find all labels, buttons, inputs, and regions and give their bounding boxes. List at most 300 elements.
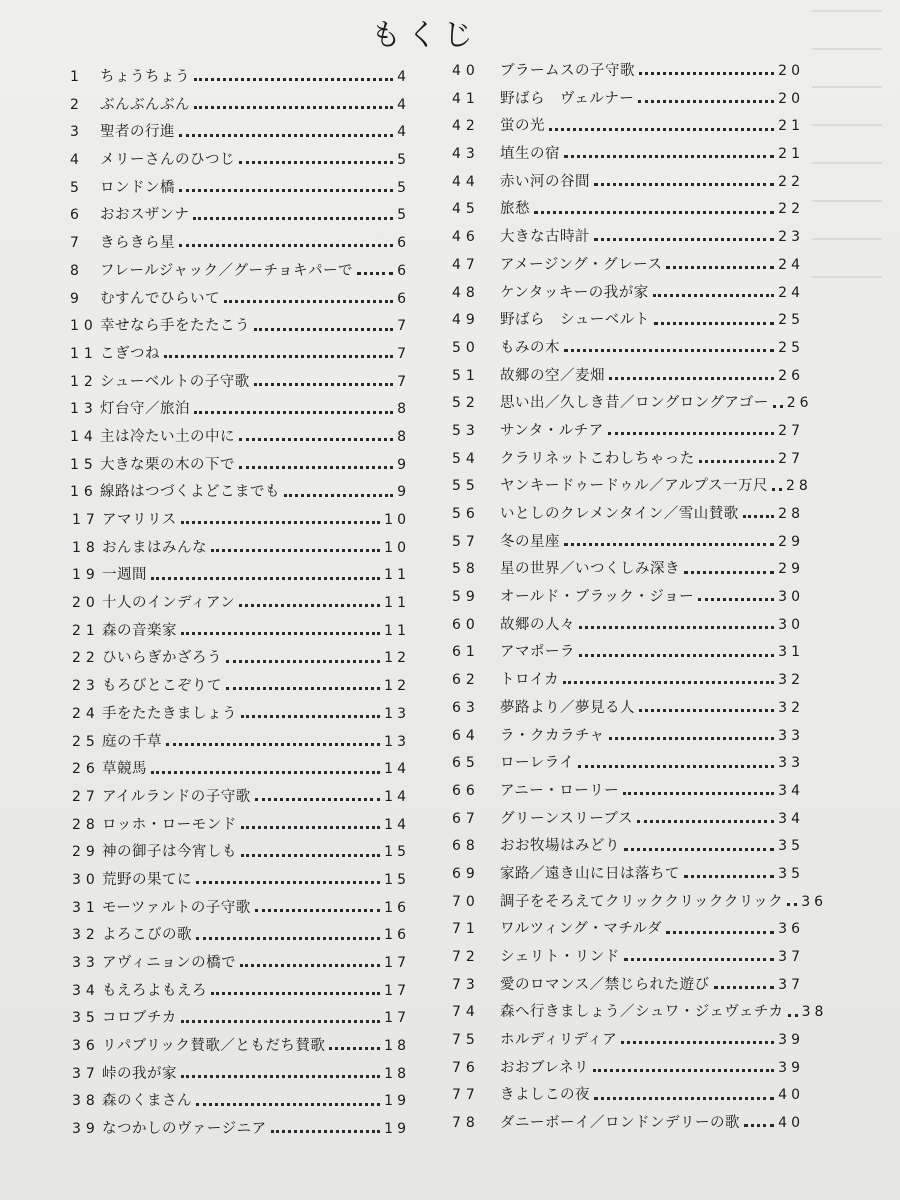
- dot-leader: [226, 660, 380, 663]
- entry-page-number: 37: [778, 976, 804, 993]
- entry-number: 18: [72, 539, 100, 556]
- entry-page-number: 12: [384, 678, 410, 695]
- toc-entry: [452, 418, 804, 446]
- entry-number: 59: [452, 589, 480, 606]
- toc-entry: [70, 286, 410, 314]
- dot-leader: [194, 411, 393, 414]
- entry-title: 赤い河の谷間: [500, 173, 590, 190]
- entry-title: ロンドン橋: [100, 179, 175, 196]
- dot-leader: [534, 211, 774, 214]
- entry-title: 蛍の光: [500, 118, 545, 135]
- entry-page-number: 17: [384, 982, 410, 999]
- dot-leader: [564, 349, 774, 352]
- entry-number: 74: [452, 1004, 480, 1021]
- entry-title: 調子をそろえてクリッククリッククリック: [500, 893, 784, 910]
- entry-page-number: 34: [778, 810, 804, 827]
- entry-title: 手をたたきましょう: [102, 705, 237, 722]
- entry-title: メリーさんのひつじ: [100, 152, 235, 169]
- dot-leader: [578, 765, 774, 768]
- entry-title: 聖者の行進: [100, 124, 175, 141]
- entry-number: 30: [72, 871, 100, 888]
- entry-page-number: 24: [778, 256, 804, 273]
- entry-title: ぶんぶんぶん: [100, 96, 190, 113]
- entry-number: 75: [452, 1032, 480, 1049]
- entry-title: こぎつね: [100, 345, 160, 362]
- entry-title: ホルディリディア: [500, 1032, 618, 1049]
- entry-number: 72: [452, 949, 480, 965]
- entry-page-number: 7: [397, 373, 410, 390]
- entry-page-number: 18: [384, 1038, 410, 1055]
- entry-title: もえろよもえろ: [102, 982, 207, 999]
- dot-leader: [653, 294, 774, 297]
- dot-leader: [179, 189, 393, 192]
- toc-entry: [70, 922, 410, 950]
- entry-page-number: 32: [778, 699, 804, 716]
- dot-leader: [698, 598, 774, 601]
- toc-entry: [452, 1027, 804, 1055]
- dot-leader: [772, 488, 782, 491]
- toc-entry: [452, 141, 804, 169]
- entry-number: 24: [72, 705, 100, 722]
- entry-title: 森へ行きましょう／シュワ・ジェヴェチカ: [500, 1004, 784, 1021]
- toc-entry: [452, 778, 804, 806]
- entry-number: 63: [452, 699, 480, 716]
- entry-number: 1: [70, 69, 84, 85]
- entry-number: 21: [72, 622, 100, 639]
- entry-number: 45: [452, 201, 480, 218]
- toc-entry: [70, 369, 410, 397]
- entry-title: もみの木: [500, 339, 560, 356]
- toc-entry: [452, 363, 804, 391]
- entry-title: アイルランドの子守歌: [102, 788, 251, 805]
- entry-page-number: 8: [397, 401, 410, 418]
- dot-leader: [666, 931, 774, 934]
- toc-entry: [452, 833, 804, 861]
- dot-leader: [211, 549, 380, 552]
- dot-leader: [623, 792, 774, 795]
- entry-page-number: 6: [397, 235, 410, 252]
- entry-number: 14: [70, 428, 98, 445]
- dot-leader: [699, 460, 774, 463]
- entry-number: 12: [70, 373, 98, 390]
- entry-title: おんまはみんな: [102, 539, 207, 556]
- toc-entry: [70, 895, 410, 923]
- dot-leader: [563, 681, 774, 684]
- entry-title: 故郷の人々: [500, 616, 575, 633]
- toc-entry: [70, 202, 410, 230]
- entry-number: 41: [452, 90, 480, 107]
- entry-page-number: 40: [778, 1087, 804, 1104]
- entry-number: 28: [72, 816, 100, 833]
- entry-number: 17: [72, 512, 100, 528]
- entry-number: 40: [452, 63, 480, 79]
- entry-number: 64: [452, 727, 480, 744]
- toc-entry: [70, 147, 410, 175]
- entry-number: 19: [72, 567, 100, 584]
- entry-page-number: 17: [384, 1010, 410, 1027]
- entry-page-number: 4: [397, 69, 410, 85]
- entry-title: 庭の千草: [102, 733, 162, 750]
- entry-title: アメージング・グレース: [500, 256, 663, 273]
- entry-number: 36: [72, 1038, 100, 1055]
- entry-title: ひいらぎかざろう: [102, 650, 222, 667]
- toc-entry: [70, 1033, 410, 1061]
- dot-leader: [196, 1103, 380, 1106]
- toc-entry: [70, 535, 410, 563]
- toc-right-column: [452, 58, 828, 1138]
- entry-page-number: 25: [778, 339, 804, 356]
- toc-entry: [452, 501, 804, 529]
- toc-entry: [452, 861, 804, 889]
- entry-page-number: 21: [778, 146, 804, 163]
- entry-number: 10: [70, 318, 98, 335]
- toc-entry: [452, 806, 804, 834]
- entry-title: 草競馬: [102, 761, 147, 778]
- entry-page-number: 27: [778, 450, 804, 467]
- entry-number: 6: [70, 207, 84, 224]
- entry-title: シェリト・リンド: [500, 949, 620, 965]
- dot-leader: [609, 737, 775, 740]
- entry-page-number: 19: [384, 1121, 410, 1138]
- page-title: もくじ: [371, 18, 479, 53]
- entry-title: おおスザンナ: [100, 207, 190, 224]
- entry-number: 56: [452, 506, 480, 522]
- toc-entry: [70, 867, 410, 895]
- dot-leader: [179, 134, 393, 137]
- entry-title: 野ばら シューベルト: [500, 312, 650, 329]
- entry-title: 愛のロマンス／禁じられた遊び: [500, 976, 710, 993]
- entry-number: 9: [70, 290, 84, 307]
- entry-page-number: 14: [384, 761, 410, 778]
- entry-page-number: 32: [778, 672, 804, 689]
- entry-page-number: 20: [778, 63, 804, 79]
- entry-page-number: 17: [384, 955, 410, 971]
- dot-leader: [637, 820, 774, 823]
- entry-page-number: 7: [397, 318, 410, 335]
- toc-entry: [70, 1088, 410, 1116]
- dot-leader: [639, 72, 774, 75]
- entry-title: おお牧場はみどり: [500, 838, 620, 855]
- toc-entry: [70, 590, 410, 618]
- entry-title: ヤンキードゥードゥル／アルプス一万尺: [500, 478, 768, 495]
- entry-number: 7: [70, 235, 84, 252]
- entry-page-number: 13: [384, 733, 410, 750]
- entry-number: 8: [70, 262, 84, 279]
- dot-leader: [181, 521, 380, 524]
- toc-entry: [452, 390, 813, 418]
- entry-page-number: 15: [384, 871, 410, 888]
- entry-title: 峠の我が家: [102, 1065, 177, 1082]
- toc-entry: [70, 1061, 410, 1089]
- entry-number: 22: [72, 650, 100, 667]
- entry-number: 51: [452, 367, 480, 384]
- toc-entry: [70, 230, 410, 258]
- dot-leader: [639, 709, 774, 712]
- toc-entry: [70, 618, 410, 646]
- entry-number: 50: [452, 339, 480, 356]
- entry-page-number: 25: [778, 312, 804, 329]
- toc-entry: [70, 341, 410, 369]
- entry-page-number: 4: [397, 124, 410, 141]
- entry-page-number: 33: [778, 727, 804, 744]
- toc-entry: [452, 639, 804, 667]
- entry-page-number: 16: [384, 927, 410, 944]
- entry-page-number: 28: [778, 506, 804, 522]
- toc-entry: [452, 252, 804, 280]
- toc-entry: [452, 584, 804, 612]
- entry-number: 31: [72, 899, 100, 916]
- entry-title: ワルツィング・マチルダ: [500, 921, 663, 938]
- entry-page-number: 11: [384, 567, 410, 584]
- entry-page-number: 15: [384, 844, 410, 861]
- toc-entry: [452, 446, 804, 474]
- entry-title: 神の御子は今宵しも: [102, 844, 237, 861]
- entry-page-number: 38: [801, 1004, 828, 1021]
- toc-entry: [70, 812, 410, 840]
- entry-number: 60: [452, 616, 480, 633]
- entry-title: きよしこの夜: [500, 1087, 590, 1104]
- entry-title: ロッホ・ローモンド: [102, 816, 237, 833]
- entry-page-number: 34: [778, 782, 804, 799]
- entry-title: 思い出／久しき昔／ロングロングアゴー: [500, 395, 769, 412]
- dot-leader: [624, 848, 774, 851]
- entry-page-number: 16: [384, 899, 410, 916]
- entry-title: 荒野の果てに: [102, 871, 192, 888]
- entry-title: なつかしのヴァージニア: [102, 1121, 267, 1138]
- entry-title: シューベルトの子守歌: [100, 373, 250, 390]
- entry-page-number: 30: [778, 616, 804, 633]
- entry-page-number: 18: [384, 1065, 410, 1082]
- toc-entry: [70, 756, 410, 784]
- toc-entry: [70, 950, 410, 978]
- dot-leader: [684, 571, 774, 574]
- entry-number: 52: [452, 395, 480, 412]
- entry-title: 野ばら ヴェルナー: [500, 90, 635, 107]
- entry-page-number: 28: [785, 478, 812, 495]
- toc-entry: [70, 452, 410, 480]
- toc-entry: [452, 169, 804, 197]
- dot-leader: [254, 328, 393, 331]
- dot-leader: [164, 355, 393, 358]
- toc-entry: [452, 944, 804, 972]
- entry-title: 冬の星座: [500, 533, 560, 550]
- toc-entry: [70, 562, 410, 590]
- entry-title: クラリネットこわしちゃった: [500, 450, 695, 467]
- entry-title: よろこびの歌: [102, 927, 192, 944]
- entry-number: 15: [70, 456, 98, 473]
- entry-page-number: 11: [384, 622, 410, 639]
- dot-leader: [194, 78, 393, 81]
- entry-number: 65: [452, 755, 480, 772]
- toc-entry: [70, 1116, 410, 1144]
- entry-title: きらきら星: [100, 235, 175, 252]
- entry-number: 35: [72, 1010, 100, 1027]
- dot-leader: [638, 100, 774, 103]
- dot-leader: [654, 322, 774, 325]
- entry-page-number: 30: [778, 589, 804, 606]
- entry-page-number: 36: [778, 921, 804, 938]
- toc-entry: [70, 258, 410, 286]
- entry-number: 20: [72, 595, 100, 612]
- entry-page-number: 24: [778, 284, 804, 301]
- toc-entry: [70, 64, 410, 92]
- entry-title: 森の音楽家: [102, 622, 177, 639]
- entry-page-number: 39: [778, 1059, 804, 1076]
- dot-leader: [357, 272, 393, 275]
- entry-title: アマリリス: [102, 512, 177, 528]
- dot-leader: [239, 438, 393, 441]
- entry-number: 13: [70, 401, 98, 418]
- dot-leader: [594, 238, 774, 241]
- entry-number: 71: [452, 921, 480, 938]
- entry-page-number: 39: [778, 1032, 804, 1049]
- toc-entry: [452, 612, 804, 640]
- entry-number: 11: [70, 345, 98, 362]
- dot-leader: [608, 432, 774, 435]
- dot-leader: [239, 604, 380, 607]
- entry-page-number: 10: [384, 539, 410, 556]
- toc-entry: [452, 473, 812, 501]
- entry-title: モーツァルトの子守歌: [102, 899, 251, 916]
- entry-page-number: 29: [778, 561, 804, 578]
- dot-leader: [196, 937, 380, 940]
- entry-number: 61: [452, 644, 480, 661]
- entry-title: 埴生の宿: [500, 146, 560, 163]
- dot-leader: [240, 964, 380, 967]
- entry-page-number: 4: [397, 96, 410, 113]
- toc-entry: [70, 729, 410, 757]
- entry-number: 39: [72, 1121, 100, 1138]
- entry-title: ラ・クカラチャ: [500, 727, 605, 744]
- entry-number: 68: [452, 838, 480, 855]
- entry-number: 53: [452, 422, 480, 439]
- dot-leader: [239, 161, 393, 164]
- dot-leader: [255, 909, 380, 912]
- entry-title: リパブリック賛歌／ともだち賛歌: [102, 1038, 326, 1055]
- entry-page-number: 5: [397, 207, 410, 224]
- entry-number: 44: [452, 173, 480, 190]
- entry-number: 16: [70, 484, 98, 501]
- dot-leader: [579, 626, 774, 629]
- entry-number: 5: [70, 179, 84, 196]
- entry-title: 灯台守／旅泊: [100, 401, 190, 418]
- entry-number: 26: [72, 761, 100, 778]
- entry-number: 58: [452, 561, 480, 578]
- entry-number: 46: [452, 229, 480, 246]
- toc-entry: [452, 556, 804, 584]
- entry-title: むすんでひらいて: [100, 290, 220, 307]
- entry-page-number: 14: [384, 788, 410, 805]
- toc-entry: [70, 507, 410, 535]
- toc-entry: [452, 750, 804, 778]
- entry-page-number: 6: [397, 290, 410, 307]
- dot-leader: [224, 300, 393, 303]
- entry-page-number: 6: [397, 262, 410, 279]
- entry-title: ローレライ: [500, 755, 575, 772]
- entry-page-number: 10: [384, 512, 410, 528]
- dot-leader: [226, 687, 380, 690]
- dot-leader: [609, 377, 774, 380]
- entry-page-number: 8: [397, 428, 410, 445]
- toc-entry: [452, 86, 804, 114]
- entry-title: 大きな古時計: [500, 229, 590, 246]
- toc-entry: [452, 1082, 804, 1110]
- dot-leader: [594, 183, 774, 186]
- entry-title: 森のくまさん: [102, 1093, 192, 1110]
- entry-page-number: 22: [778, 173, 804, 190]
- dot-leader: [166, 743, 380, 746]
- entry-number: 77: [452, 1087, 480, 1104]
- entry-number: 69: [452, 865, 480, 882]
- entry-title: 故郷の空／麦畑: [500, 367, 605, 384]
- entry-number: 48: [452, 284, 480, 301]
- toc-entry: [70, 396, 410, 424]
- toc-entry: [452, 695, 804, 723]
- entry-number: 43: [452, 146, 480, 163]
- toc-entry: [70, 479, 410, 507]
- toc-entry: [452, 58, 804, 86]
- entry-number: 37: [72, 1065, 100, 1082]
- dot-leader: [743, 515, 774, 518]
- entry-number: 66: [452, 782, 480, 799]
- entry-title: 主は冷たい土の中に: [100, 428, 235, 445]
- entry-page-number: 11: [384, 595, 410, 612]
- toc-entry: [70, 92, 410, 120]
- entry-number: 27: [72, 788, 100, 805]
- entry-number: 32: [72, 927, 100, 944]
- entry-page-number: 26: [778, 367, 804, 384]
- entry-title: 十人のインディアン: [102, 595, 236, 612]
- dot-leader: [211, 992, 380, 995]
- entry-title: アヴィニョンの橋で: [102, 955, 237, 971]
- entry-number: 3: [70, 124, 84, 141]
- dot-leader: [151, 577, 380, 580]
- entry-number: 76: [452, 1059, 480, 1076]
- dot-leader: [594, 1097, 774, 1100]
- toc-entry: [70, 978, 410, 1006]
- toc-entry: [452, 916, 804, 944]
- entry-title: ちょうちょう: [100, 69, 190, 85]
- entry-page-number: 13: [384, 705, 410, 722]
- entry-number: 29: [72, 844, 100, 861]
- toc-entry: [70, 313, 410, 341]
- entry-number: 47: [452, 256, 480, 273]
- dot-leader: [549, 128, 774, 131]
- toc-entry: [70, 839, 410, 867]
- entry-title: コロブチカ: [102, 1010, 177, 1027]
- entry-number: 73: [452, 976, 480, 993]
- dot-leader: [254, 383, 393, 386]
- toc-entry: [452, 889, 828, 917]
- entry-page-number: 40: [778, 1115, 804, 1132]
- dot-leader: [787, 903, 797, 906]
- dot-leader: [241, 854, 380, 857]
- toc-entry: [452, 280, 804, 308]
- entry-page-number: 14: [384, 816, 410, 833]
- entry-page-number: 33: [778, 755, 804, 772]
- entry-number: 23: [72, 678, 100, 695]
- entry-page-number: 12: [384, 650, 410, 667]
- entry-title: 夢路より／夢見る人: [500, 699, 635, 716]
- toc-entry: [452, 113, 804, 141]
- toc-entry: [70, 645, 410, 673]
- entry-title: 星の世界／いつくしみ深き: [500, 561, 680, 578]
- entry-page-number: 19: [384, 1093, 410, 1110]
- entry-number: 57: [452, 533, 480, 550]
- toc-entry: [452, 307, 804, 335]
- dot-leader: [564, 543, 774, 546]
- dot-leader: [241, 715, 380, 718]
